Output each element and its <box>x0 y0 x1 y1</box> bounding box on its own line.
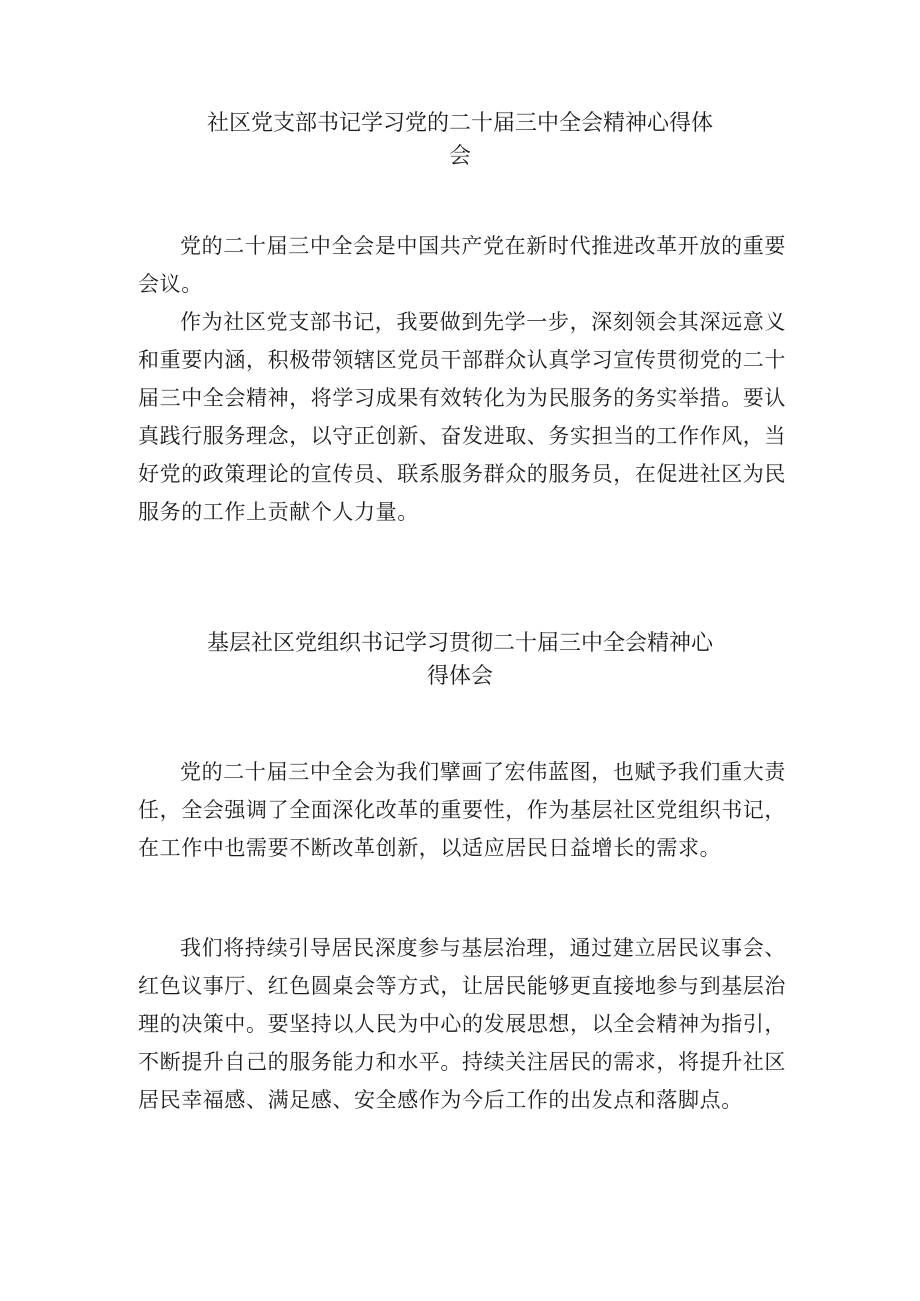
section-1-paragraph-1: 党的二十届三中全会是中国共产党在新时代推进改革开放的重要会议。 <box>138 234 786 296</box>
section-1-title-line-2: 会 <box>448 144 471 169</box>
section-1-title-line-1: 社区党支部书记学习党的二十届三中全会精神心得体 <box>206 111 713 136</box>
section-2-paragraph-2: 我们将持续引导居民深度参与基层治理，通过建立居民议事会、红色议事厅、红色圆桌会等方式，让居民能够更直接地参与到基层治理的决策中。要坚持以人民为中心的发展思想，以全会精神为指引，不断提升自己的服务能力和水平。持续关注居民的需求，将提升社区居民幸福感、满足感、安全感作为今后工作的出发点和落脚点。 <box>138 936 786 1112</box>
section-2-title-line-1: 基层社区党组织书记学习贯彻二十届三中全会精神心 <box>206 631 713 656</box>
section-2-paragraph-1: 党的二十届三中全会为我们擘画了宏伟蓝图，也赋予我们重大责任，全会强调了全面深化改革的重要性，作为基层社区党组织书记，在工作中也需要不断改革创新，以适应居民日益增长的需求。 <box>138 760 786 860</box>
section-2-title-line-2: 得体会 <box>426 664 493 689</box>
section-1-paragraph-2: 作为社区党支部书记，我要做到先学一步，深刻领会其深远意义和重要内涵，积极带领辖区党员干部群众认真学习宣传贯彻党的二十届三中全会精神，将学习成果有效转化为为民服务的务实举措。要认真践行服务理念，以守正创新、奋发进取、务实担当的工作作风，当好党的政策理论的宣传员、联系服务群众的服务员，在促进社区为民服务的工作上贡献个人力量。 <box>138 310 786 524</box>
section-1-title <box>180 107 740 173</box>
section-2-title <box>180 627 740 693</box>
